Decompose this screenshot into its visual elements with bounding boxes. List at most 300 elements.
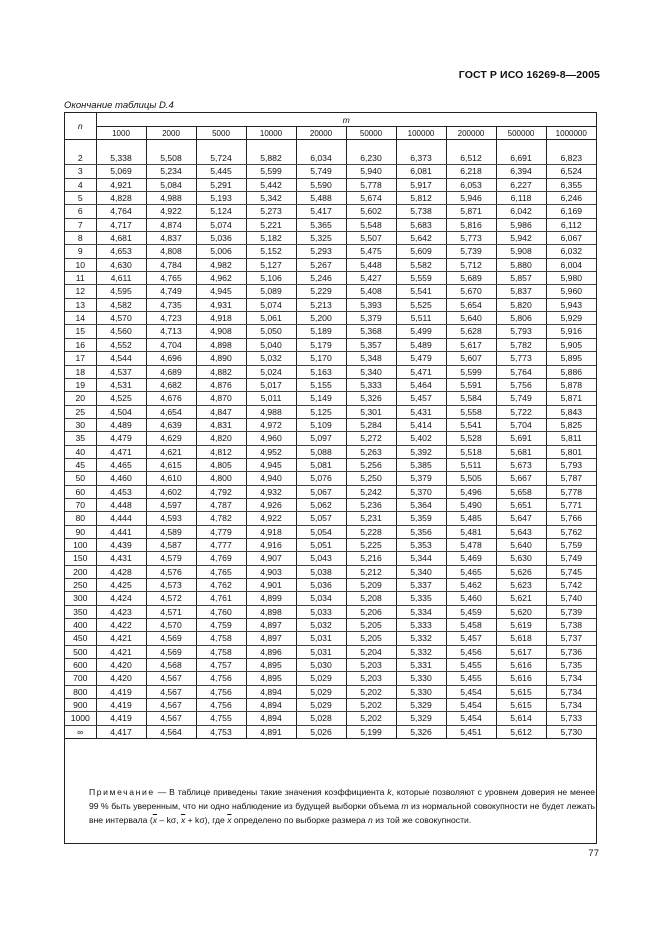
value-cell: 5,202 <box>346 685 396 698</box>
value-cell: 5,712 <box>446 258 496 271</box>
value-cell: 5,033 <box>296 605 346 618</box>
value-cell: 5,458 <box>446 619 496 632</box>
value-cell: 5,454 <box>446 712 496 725</box>
value-cell: 6,355 <box>546 178 596 191</box>
value-cell: 5,231 <box>346 512 396 525</box>
value-cell: 4,568 <box>146 659 196 672</box>
value-cell: 5,332 <box>396 632 446 645</box>
value-cell: 5,370 <box>396 485 446 498</box>
value-cell: 4,759 <box>196 619 246 632</box>
row-n-cell: 15 <box>65 325 96 338</box>
m-value-header: 20000 <box>296 127 346 140</box>
value-cell: 5,616 <box>496 659 546 672</box>
value-cell: 4,420 <box>96 659 146 672</box>
value-cell: 5,074 <box>246 298 296 311</box>
m-value-header: 2000 <box>146 127 196 140</box>
value-cell: 4,567 <box>146 685 196 698</box>
value-cell: 4,471 <box>96 445 146 458</box>
value-cell: 4,922 <box>246 512 296 525</box>
row-n-cell: 300 <box>65 592 96 605</box>
value-cell: 5,681 <box>496 445 546 458</box>
value-cell: 4,425 <box>96 579 146 592</box>
row-n-cell: 30 <box>65 418 96 431</box>
table-row <box>65 325 596 338</box>
value-cell: 4,531 <box>96 378 146 391</box>
m-value-header: 50000 <box>346 127 396 140</box>
value-cell: 4,962 <box>196 272 246 285</box>
value-cell: 5,330 <box>396 685 446 698</box>
value-cell: 5,250 <box>346 472 396 485</box>
value-cell: 5,469 <box>446 552 496 565</box>
value-cell: 4,576 <box>146 565 196 578</box>
value-cell: 5,267 <box>296 258 346 271</box>
value-cell: 5,489 <box>396 338 446 351</box>
table-row <box>65 232 596 245</box>
value-cell: 4,922 <box>146 205 196 218</box>
value-cell: 5,886 <box>546 365 596 378</box>
value-cell: 5,365 <box>296 218 346 231</box>
value-cell: 5,329 <box>396 699 446 712</box>
table-row <box>65 152 596 165</box>
value-cell: 5,742 <box>546 579 596 592</box>
value-cell: 4,758 <box>196 645 246 658</box>
value-cell: 6,081 <box>396 165 446 178</box>
value-cell: 4,952 <box>246 445 296 458</box>
page-number: 77 <box>588 848 599 859</box>
table-row <box>65 272 596 285</box>
value-cell: 4,419 <box>96 712 146 725</box>
value-cell: 4,589 <box>146 525 196 538</box>
value-cell: 4,423 <box>96 605 146 618</box>
value-cell: 4,755 <box>196 712 246 725</box>
row-n-cell: 7 <box>65 218 96 231</box>
value-cell: 6,512 <box>446 152 496 165</box>
value-cell: 4,753 <box>196 725 246 738</box>
value-cell: 5,749 <box>546 552 596 565</box>
value-cell: 4,567 <box>146 672 196 685</box>
row-n-cell: 150 <box>65 552 96 565</box>
value-cell: 5,414 <box>396 418 446 431</box>
value-cell: 5,986 <box>496 218 546 231</box>
value-cell: 4,899 <box>246 592 296 605</box>
value-cell: 5,745 <box>546 565 596 578</box>
value-cell: 4,960 <box>246 432 296 445</box>
value-cell: 5,749 <box>296 165 346 178</box>
value-cell: 4,894 <box>246 699 296 712</box>
value-cell: 4,897 <box>246 632 296 645</box>
table-row <box>65 712 596 725</box>
m-value-header: 200000 <box>446 127 496 140</box>
value-cell: 5,857 <box>496 272 546 285</box>
value-cell: 4,595 <box>96 285 146 298</box>
value-cell: 5,590 <box>296 178 346 191</box>
value-cell: 4,882 <box>196 365 246 378</box>
value-cell: 5,246 <box>296 272 346 285</box>
value-cell: 4,629 <box>146 432 196 445</box>
row-n-cell: 450 <box>65 632 96 645</box>
value-cell: 6,246 <box>546 192 596 205</box>
value-cell: 6,042 <box>496 205 546 218</box>
row-n-cell: 4 <box>65 178 96 191</box>
value-cell: 5,778 <box>346 178 396 191</box>
value-cell: 5,330 <box>396 672 446 685</box>
value-cell: 5,689 <box>446 272 496 285</box>
value-cell: 5,541 <box>396 285 446 298</box>
value-cell: 6,823 <box>546 152 596 165</box>
table-row <box>65 312 596 325</box>
row-n-cell: 6 <box>65 205 96 218</box>
value-cell: 5,691 <box>496 432 546 445</box>
m-value-header: 1000 <box>96 127 146 140</box>
table-row <box>65 685 596 698</box>
value-cell: 5,582 <box>396 258 446 271</box>
value-cell: 4,570 <box>146 619 196 632</box>
table-row <box>65 338 596 351</box>
value-cell: 4,421 <box>96 645 146 658</box>
value-cell: 5,980 <box>546 272 596 285</box>
table-row <box>65 632 596 645</box>
value-cell: 4,479 <box>96 432 146 445</box>
value-cell: 5,163 <box>296 365 346 378</box>
value-cell: 5,152 <box>246 245 296 258</box>
value-cell: 5,229 <box>296 285 346 298</box>
value-cell: 5,408 <box>346 285 396 298</box>
value-cell: 4,504 <box>96 405 146 418</box>
table-row <box>65 579 596 592</box>
value-cell: 5,942 <box>496 232 546 245</box>
value-cell: 5,683 <box>396 218 446 231</box>
value-cell: 5,658 <box>496 485 546 498</box>
value-cell: 5,326 <box>346 392 396 405</box>
value-cell: 4,593 <box>146 512 196 525</box>
table-row <box>65 498 596 511</box>
value-cell: 4,898 <box>196 338 246 351</box>
value-cell: 4,918 <box>246 525 296 538</box>
row-n-cell: ∞ <box>65 725 96 738</box>
value-cell: 5,623 <box>496 579 546 592</box>
note-minus: – kσ, <box>157 815 181 825</box>
value-cell: 5,607 <box>446 352 496 365</box>
value-cell: 5,340 <box>346 365 396 378</box>
value-cell: 6,032 <box>546 245 596 258</box>
value-cell: 5,917 <box>396 178 446 191</box>
value-cell: 5,127 <box>246 258 296 271</box>
value-cell: 4,681 <box>96 232 146 245</box>
value-cell: 4,769 <box>196 552 246 565</box>
value-cell: 5,291 <box>196 178 246 191</box>
value-cell: 5,050 <box>246 325 296 338</box>
value-cell: 5,034 <box>296 592 346 605</box>
value-cell: 5,614 <box>496 712 546 725</box>
value-cell: 4,898 <box>246 605 296 618</box>
value-cell: 4,870 <box>196 392 246 405</box>
value-cell: 4,808 <box>146 245 196 258</box>
value-cell: 5,221 <box>246 218 296 231</box>
value-cell: 5,061 <box>246 312 296 325</box>
value-cell: 4,756 <box>196 685 246 698</box>
row-n-cell: 1000 <box>65 712 96 725</box>
value-cell: 5,602 <box>346 205 396 218</box>
value-cell: 4,916 <box>246 538 296 551</box>
note-symbol-n: n <box>368 815 373 825</box>
value-cell: 4,615 <box>146 458 196 471</box>
value-cell: 5,379 <box>396 472 446 485</box>
value-cell: 4,760 <box>196 605 246 618</box>
value-cell: 5,189 <box>296 325 346 338</box>
row-n-cell: 5 <box>65 192 96 205</box>
value-cell: 4,761 <box>196 592 246 605</box>
value-cell: 4,567 <box>146 699 196 712</box>
table-row <box>65 699 596 712</box>
table-row <box>65 392 596 405</box>
value-cell: 4,792 <box>196 485 246 498</box>
value-cell: 5,204 <box>346 645 396 658</box>
value-cell: 6,004 <box>546 258 596 271</box>
value-cell: 5,766 <box>546 512 596 525</box>
value-cell: 5,843 <box>546 405 596 418</box>
value-cell: 5,499 <box>396 325 446 338</box>
value-cell: 5,209 <box>346 579 396 592</box>
value-cell: 4,653 <box>96 245 146 258</box>
note-text-2: , которые позволяют с уровнем доверия не менее 99 % быть уверенным, что ни одно наблюдение из будущей выборки объема <box>89 787 596 811</box>
value-cell: 4,894 <box>246 712 296 725</box>
row-n-cell: 13 <box>65 298 96 311</box>
note-label: Примечание <box>89 787 155 797</box>
value-cell: 5,558 <box>446 405 496 418</box>
value-cell: 6,691 <box>496 152 546 165</box>
value-cell: 5,787 <box>546 472 596 485</box>
row-n-cell: 400 <box>65 619 96 632</box>
m-value-header: 500000 <box>496 127 546 140</box>
value-cell: 5,485 <box>446 512 496 525</box>
value-cell: 4,784 <box>146 258 196 271</box>
table-row <box>65 659 596 672</box>
table-row <box>65 445 596 458</box>
value-cell: 4,428 <box>96 565 146 578</box>
table-row <box>65 432 596 445</box>
value-cell: 5,337 <box>396 579 446 592</box>
value-cell: 5,626 <box>496 565 546 578</box>
value-cell: 5,445 <box>196 165 246 178</box>
value-cell: 4,431 <box>96 552 146 565</box>
value-cell: 4,847 <box>196 405 246 418</box>
table-row <box>65 512 596 525</box>
value-cell: 5,125 <box>296 405 346 418</box>
value-cell: 4,777 <box>196 538 246 551</box>
column-header-n: n <box>65 113 96 140</box>
value-cell: 5,591 <box>446 378 496 391</box>
value-cell: 4,756 <box>196 672 246 685</box>
value-cell: 5,481 <box>446 525 496 538</box>
value-cell: 4,439 <box>96 538 146 551</box>
value-cell: 5,620 <box>496 605 546 618</box>
value-cell: 5,759 <box>546 538 596 551</box>
note-text-5: из той же совокупности. <box>372 815 472 825</box>
standard-code: ГОСТ Р ИСО 16269-8—2005 <box>458 69 600 81</box>
value-cell: 4,564 <box>146 725 196 738</box>
value-cell: 5,640 <box>446 312 496 325</box>
value-cell: 4,831 <box>196 418 246 431</box>
value-cell: 5,097 <box>296 432 346 445</box>
value-cell: 5,054 <box>296 525 346 538</box>
value-cell: 5,740 <box>546 592 596 605</box>
value-cell: 5,946 <box>446 192 496 205</box>
value-cell: 5,448 <box>346 258 396 271</box>
value-cell: 5,511 <box>396 312 446 325</box>
value-cell: 4,837 <box>146 232 196 245</box>
value-cell: 5,202 <box>346 712 396 725</box>
value-cell: 4,639 <box>146 418 196 431</box>
value-cell: 5,203 <box>346 659 396 672</box>
value-cell: 4,573 <box>146 579 196 592</box>
value-cell: 5,647 <box>496 512 546 525</box>
value-cell: 4,421 <box>96 632 146 645</box>
value-cell: 5,490 <box>446 498 496 511</box>
value-cell: 5,559 <box>396 272 446 285</box>
value-cell: 5,456 <box>446 645 496 658</box>
row-n-cell: 600 <box>65 659 96 672</box>
value-cell: 5,654 <box>446 298 496 311</box>
value-cell: 5,640 <box>496 538 546 551</box>
value-cell: 5,464 <box>396 378 446 391</box>
note-dash: — <box>154 787 170 797</box>
value-cell: 5,730 <box>546 725 596 738</box>
row-n-cell: 500 <box>65 645 96 658</box>
value-cell: 5,155 <box>296 378 346 391</box>
value-cell: 4,630 <box>96 258 146 271</box>
value-cell: 5,202 <box>346 699 396 712</box>
table-spacer-row <box>65 140 596 153</box>
value-cell: 5,011 <box>246 392 296 405</box>
value-cell: 5,615 <box>496 699 546 712</box>
value-cell: 5,017 <box>246 378 296 391</box>
value-cell: 5,508 <box>146 152 196 165</box>
value-cell: 5,736 <box>546 645 596 658</box>
value-cell: 5,929 <box>546 312 596 325</box>
value-cell: 5,479 <box>396 352 446 365</box>
table-row <box>65 245 596 258</box>
value-cell: 6,394 <box>496 165 546 178</box>
value-cell: 5,205 <box>346 632 396 645</box>
value-cell: 4,489 <box>96 418 146 431</box>
value-cell: 5,026 <box>296 725 346 738</box>
value-cell: 4,717 <box>96 218 146 231</box>
table-row <box>65 258 596 271</box>
value-cell: 5,773 <box>446 232 496 245</box>
value-cell: 5,916 <box>546 325 596 338</box>
value-cell: 4,765 <box>196 565 246 578</box>
value-cell: 6,373 <box>396 152 446 165</box>
value-cell: 5,733 <box>546 712 596 725</box>
value-cell: 5,471 <box>396 365 446 378</box>
value-cell: 5,431 <box>396 405 446 418</box>
value-cell: 5,801 <box>546 445 596 458</box>
value-cell: 6,067 <box>546 232 596 245</box>
value-cell: 5,284 <box>346 418 396 431</box>
value-cell: 4,572 <box>146 592 196 605</box>
value-cell: 4,800 <box>196 472 246 485</box>
row-n-cell: 10 <box>65 258 96 271</box>
value-cell: 5,617 <box>496 645 546 658</box>
value-cell: 5,006 <box>196 245 246 258</box>
value-cell: 5,734 <box>546 699 596 712</box>
value-cell: 5,081 <box>296 458 346 471</box>
value-cell: 4,453 <box>96 485 146 498</box>
value-cell: 5,228 <box>346 525 396 538</box>
value-cell: 5,616 <box>496 672 546 685</box>
value-cell: 5,234 <box>146 165 196 178</box>
value-cell: 5,735 <box>546 659 596 672</box>
value-cell: 5,393 <box>346 298 396 311</box>
value-cell: 5,335 <box>396 592 446 605</box>
value-cell: 4,890 <box>196 352 246 365</box>
value-cell: 4,444 <box>96 512 146 525</box>
value-cell: 5,782 <box>496 338 546 351</box>
value-cell: 5,738 <box>396 205 446 218</box>
value-cell: 5,737 <box>546 632 596 645</box>
value-cell: 5,036 <box>296 579 346 592</box>
value-cell: 5,738 <box>546 619 596 632</box>
row-n-cell: 2 <box>65 152 96 165</box>
value-cell: 5,074 <box>196 218 246 231</box>
value-cell: 5,584 <box>446 392 496 405</box>
table-row <box>65 725 596 738</box>
value-cell: 4,782 <box>196 512 246 525</box>
value-cell: 5,895 <box>546 352 596 365</box>
value-cell: 5,812 <box>396 192 446 205</box>
value-cell: 5,357 <box>346 338 396 351</box>
value-cell: 4,931 <box>196 298 246 311</box>
table-row <box>65 605 596 618</box>
value-cell: 5,618 <box>496 632 546 645</box>
value-cell: 5,496 <box>446 485 496 498</box>
value-cell: 5,225 <box>346 538 396 551</box>
value-cell: 5,067 <box>296 485 346 498</box>
value-cell: 5,734 <box>546 672 596 685</box>
value-cell: 5,628 <box>446 325 496 338</box>
value-cell: 4,704 <box>146 338 196 351</box>
value-cell: 5,348 <box>346 352 396 365</box>
value-cell: 5,242 <box>346 485 396 498</box>
value-cell: 5,599 <box>246 165 296 178</box>
value-cell: 4,988 <box>146 192 196 205</box>
value-cell: 4,895 <box>246 659 296 672</box>
value-cell: 4,448 <box>96 498 146 511</box>
value-cell: 5,333 <box>346 378 396 391</box>
table-row <box>65 645 596 658</box>
value-cell: 6,118 <box>496 192 546 205</box>
value-cell: 5,030 <box>296 659 346 672</box>
value-cell: 4,424 <box>96 592 146 605</box>
value-cell: 5,385 <box>396 458 446 471</box>
table-row <box>65 458 596 471</box>
value-cell: 5,329 <box>396 712 446 725</box>
value-cell: 5,454 <box>446 685 496 698</box>
value-cell: 5,325 <box>296 232 346 245</box>
value-cell: 4,897 <box>246 619 296 632</box>
value-cell: 5,301 <box>346 405 396 418</box>
value-cell: 6,112 <box>546 218 596 231</box>
value-cell: 5,943 <box>546 298 596 311</box>
value-cell: 5,475 <box>346 245 396 258</box>
value-cell: 5,427 <box>346 272 396 285</box>
value-cell: 5,771 <box>546 498 596 511</box>
value-cell: 5,340 <box>396 565 446 578</box>
value-cell: 5,642 <box>396 232 446 245</box>
table-row <box>65 205 596 218</box>
value-cell: 4,921 <box>96 178 146 191</box>
value-cell: 4,988 <box>246 405 296 418</box>
